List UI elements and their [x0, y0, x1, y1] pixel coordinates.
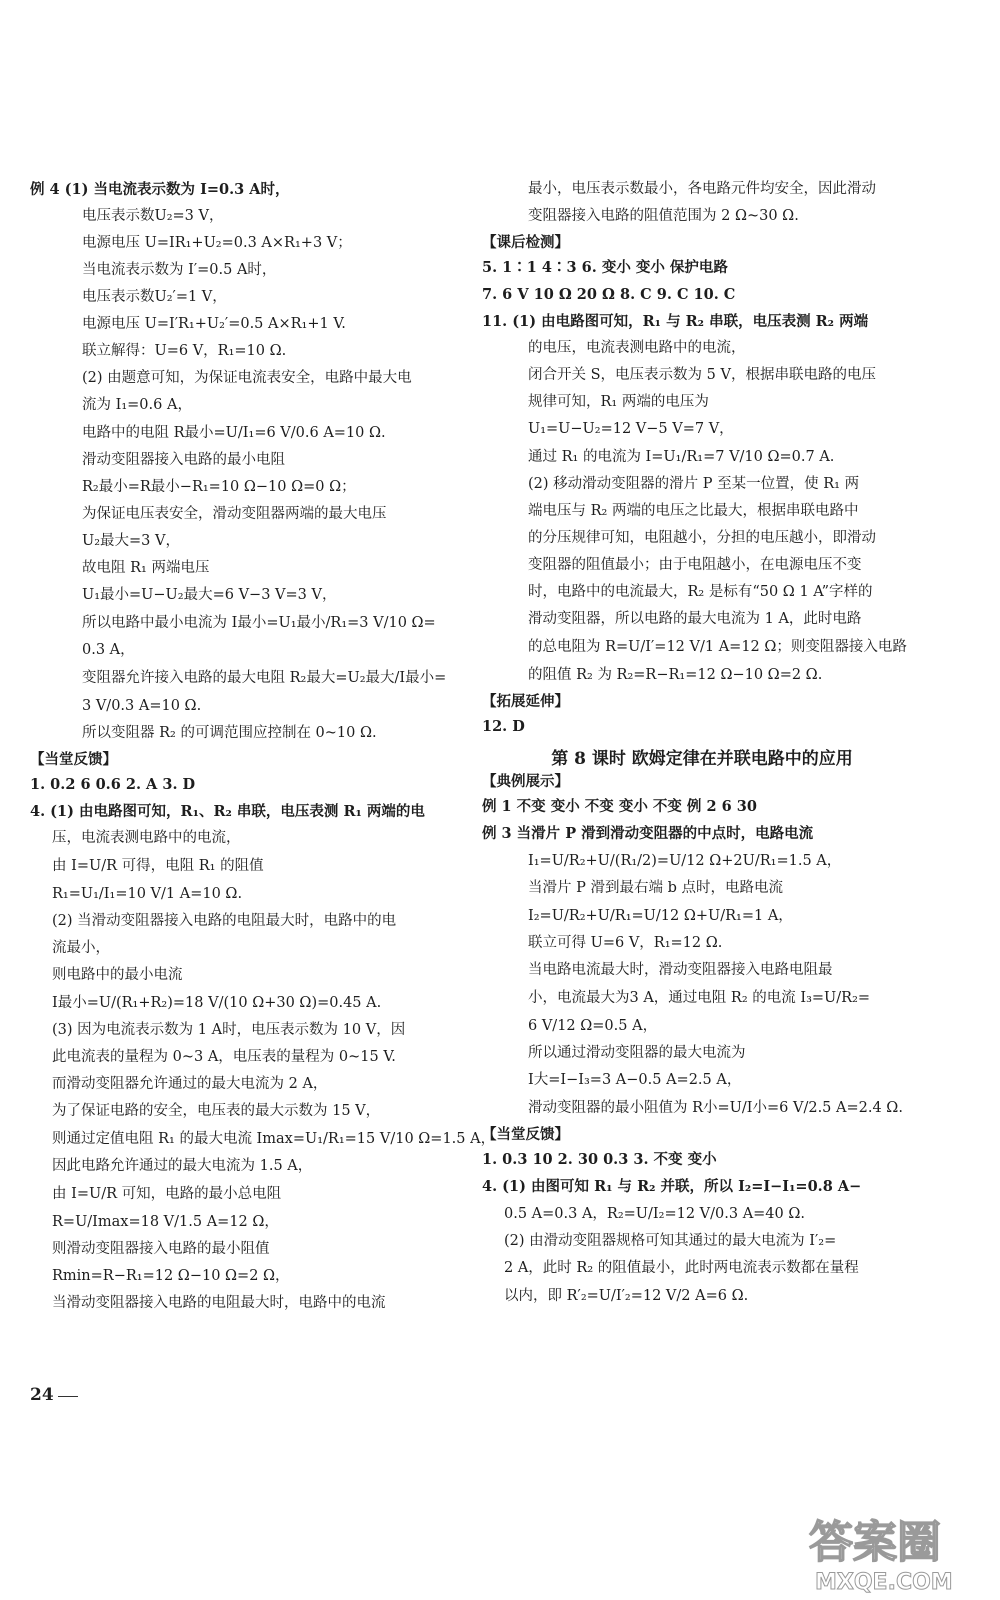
text-line: 而滑动变阻器允许通过的最大电流为 2 A， — [52, 1076, 328, 1092]
formula-line: 所以电路中最小电流为 I最小=U₁最小/R₁=3 V/10 Ω= — [82, 615, 436, 631]
section-heading: 【课后检测】 — [482, 234, 569, 251]
text-line: 最小，电压表示数最小，各电路元件均安全，因此滑动 — [528, 181, 876, 197]
text-line: 电源电压 U=IR₁+U₂=0.3 A×R₁+3 V； — [82, 235, 352, 251]
text-line: 滑动变阻器，所以电路的最大电流为 1 A，此时电路 — [528, 611, 862, 627]
formula-line: R₁=U₁/I₁=10 V/1 A=10 Ω. — [52, 886, 243, 902]
text-line: 当电流表示数为 I′=0.5 A时， — [82, 262, 277, 278]
formula-line: 电路中的电阻 R最小=U/I₁=6 V/0.6 A=10 Ω. — [82, 425, 386, 441]
text-line: 的分压规律可知，电阻越小，分担的电压越小，即滑动 — [528, 530, 876, 546]
text-line: 所以变阻器 R₂ 的可调范围应控制在 0~10 Ω. — [82, 725, 377, 741]
text-line: R₂最小=R最小−R₁=10 Ω−10 Ω=0 Ω； — [82, 479, 356, 495]
text-line: 变阻器的阻值最小；由于电阻越小，在电源电压不变 — [528, 557, 862, 573]
text-line: 所以通过滑动变阻器的最大电流为 — [528, 1045, 746, 1061]
watermark-url: MXQE.COM — [815, 1570, 953, 1595]
text-line: 则滑动变阻器接入电路的最小阻值 — [52, 1241, 270, 1257]
text-line: 0.3 A， — [82, 642, 135, 658]
formula-line: 0.5 A=0.3 A，R₂=U/I₂=12 V/0.3 A=40 Ω. — [504, 1206, 806, 1222]
text-line: 电源电压 U=I′R₁+U₂′=0.5 A×R₁+1 V. — [82, 316, 346, 332]
text-line: 为了保证电路的安全，电压表的最大示数为 15 V， — [52, 1103, 381, 1119]
text-line: 流最小， — [52, 940, 110, 956]
text-line: U₁最小=U−U₂最大=6 V−3 V=3 V， — [82, 587, 337, 603]
answer-line: 5. 1∶1 4∶3 6. 变小 变小 保护电路 — [482, 259, 728, 276]
formula-line: 变阻器允许接入电路的最大电阻 R₂最大=U₂最大/I最小= — [82, 670, 447, 686]
formula-line: 通过 R₁ 的电流为 I=U₁/R₁=7 V/10 Ω=0.7 A. — [528, 449, 835, 465]
formula-line: 由 I=U/R 可得，电阻 R₁ 的阻值 — [52, 858, 264, 874]
text-line: 2 A，此时 R₂ 的阻值最小，此时两电流表示数都在量程 — [504, 1260, 859, 1276]
text-line: 当滑片 P 滑到最右端 b 点时，电路电流 — [528, 880, 783, 896]
answer-line: 1. 0.2 6 0.6 2. A 3. D — [30, 776, 196, 793]
text-line: 例 4 (1) 当电流表示数为 I=0.3 A时， — [30, 181, 290, 198]
text-line: (2) 当滑动变阻器接入电路的电阻最大时，电路中的电 — [52, 913, 397, 929]
text-line: 压，电流表测电路中的电流， — [52, 830, 241, 846]
text-line: 的电压，电流表测电路中的电流， — [528, 340, 746, 356]
section-heading: 【当堂反馈】 — [30, 751, 117, 768]
text-line: (2) 移动滑动变阻器的滑片 P 至某一位置，使 R₁ 两 — [528, 476, 860, 492]
text-line: 故电阻 R₁ 两端电压 — [82, 560, 210, 576]
watermark-brand: 答案圈 — [809, 1517, 941, 1568]
text-line: 电压表示数U₂=3 V， — [82, 208, 224, 224]
text-line: (3) 因为电流表示数为 1 A时，电压表示数为 10 V，因 — [52, 1022, 406, 1038]
formula-line: 小，电流最大为3 A，通过电阻 R₂ 的电流 I₃=U/R₂= — [528, 990, 871, 1006]
watermark-logo — [805, 1505, 975, 1595]
question-line: 例 3 当滑片 P 滑到滑动变阻器的中点时，电路电流 — [482, 825, 814, 842]
text-line: 为保证电压表安全，滑动变阻器两端的最大电压 — [82, 506, 387, 522]
question-line: 11. (1) 由电路图可知，R₁ 与 R₂ 串联，电压表测 R₂ 两端 — [482, 313, 869, 330]
text-line: 当电路电流最大时，滑动变阻器接入电路电阻最 — [528, 962, 833, 978]
text-line: 闭合开关 S，电压表示数为 5 V，根据串联电路的电压 — [528, 367, 876, 383]
formula-line: 以内，即 R′₂=U/I′₂=12 V/2 A=6 Ω. — [504, 1288, 749, 1304]
right-column — [482, 180, 922, 1314]
text-line: U₂最大=3 V， — [82, 533, 180, 549]
text-line: 流为 I₁=0.6 A， — [82, 397, 192, 413]
text-line: I大=I−I₃=3 A−0.5 A=2.5 A， — [528, 1072, 742, 1088]
page-number: 24 — [30, 1385, 54, 1405]
formula-line: 3 V/0.3 A=10 Ω. — [82, 698, 202, 714]
text-line: 滑动变阻器接入电路的最小电阻 — [82, 452, 285, 468]
text-line: 变阻器接入电路的阻值范围为 2 Ω~30 Ω. — [528, 208, 799, 224]
question-line: 4. (1) 由电路图可知，R₁、R₂ 串联，电压表测 R₁ 两端的电 — [30, 803, 425, 820]
left-column — [30, 180, 496, 1321]
answer-line: 1. 0.3 10 2. 30 0.3 3. 不变 变小 — [482, 1151, 717, 1168]
formula-line: I最小=U/(R₁+R₂)=18 V/(10 Ω+30 Ω)=0.45 A. — [52, 995, 382, 1011]
answer-line: 7. 6 V 10 Ω 20 Ω 8. C 9. C 10. C — [482, 286, 736, 303]
text-line: 此电流表的量程为 0~3 A，电压表的量程为 0~15 V. — [52, 1049, 396, 1065]
section-heading: 【当堂反馈】 — [482, 1126, 569, 1143]
text-line: U₁=U−U₂=12 V−5 V=7 V， — [528, 421, 734, 437]
formula-line: 的总电阻为 R=U/I′=12 V/1 A=12 Ω；则变阻器接入电路 — [528, 639, 907, 655]
formula-line: I₁=U/R₂+U/(R₁/2)=U/12 Ω+2U/R₁=1.5 A， — [528, 853, 842, 869]
text-line: 联立解得：U=6 V，R₁=10 Ω. — [82, 343, 287, 359]
formula-line: 由 I=U/R 可知，电路的最小总电阻 — [52, 1186, 282, 1202]
text-line: 规律可知，R₁ 两端的电压为 — [528, 394, 709, 410]
section-heading: 【典例展示】 — [482, 773, 569, 790]
formula-line: I₂=U/R₂+U/R₁=U/12 Ω+U/R₁=1 A， — [528, 908, 793, 924]
answer-line: 例 1 不变 变小 不变 变小 不变 例 2 6 30 — [482, 798, 757, 815]
text-line: Rmin=R−R₁=12 Ω−10 Ω=2 Ω， — [52, 1268, 290, 1284]
text-line: (2) 由滑动变阻器规格可知其通过的最大电流为 I′₂= — [504, 1233, 837, 1249]
text-line: 当滑动变阻器接入电路的电阻最大时，电路中的电流 — [52, 1295, 386, 1311]
text-line: 则电路中的最小电流 — [52, 967, 183, 983]
text-line: (2) 由题意可知，为保证电流表安全，电路中最大电 — [82, 370, 412, 386]
text-line: 联立可得 U=6 V，R₁=12 Ω. — [528, 935, 723, 951]
formula-line: 滑动变阻器的最小阻值为 R小=U/I小=6 V/2.5 A=2.4 Ω. — [528, 1100, 903, 1116]
text-line: 时，电路中的电流最大，R₂ 是标有“50 Ω 1 A”字样的 — [528, 584, 873, 600]
question-line: 4. (1) 由图可知 R₁ 与 R₂ 并联，所以 I₂=I−I₁=0.8 A− — [482, 1178, 862, 1195]
text-line: 因此电路允许通过的最大电流为 1.5 A， — [52, 1158, 313, 1174]
page-number-rule — [58, 1396, 78, 1397]
formula-line: R=U/Imax=18 V/1.5 A=12 Ω， — [52, 1214, 279, 1230]
lesson-title: 第 8 课时 欧姆定律在并联电路中的应用 — [551, 749, 853, 769]
section-heading: 【拓展延伸】 — [482, 693, 569, 710]
answer-line: 12. D — [482, 718, 525, 735]
text-line: 端电压与 R₂ 两端的电压之比最大，根据串联电路中 — [528, 503, 859, 519]
formula-line: 6 V/12 Ω=0.5 A， — [528, 1018, 658, 1034]
formula-line: 则通过定值电阻 R₁ 的最大电流 Imax=U₁/R₁=15 V/10 Ω=1.5 A， — [52, 1131, 496, 1147]
text-line: 电压表示数U₂′=1 V， — [82, 289, 227, 305]
formula-line: 的阻值 R₂ 为 R₂=R−R₁=12 Ω−10 Ω=2 Ω. — [528, 667, 823, 683]
